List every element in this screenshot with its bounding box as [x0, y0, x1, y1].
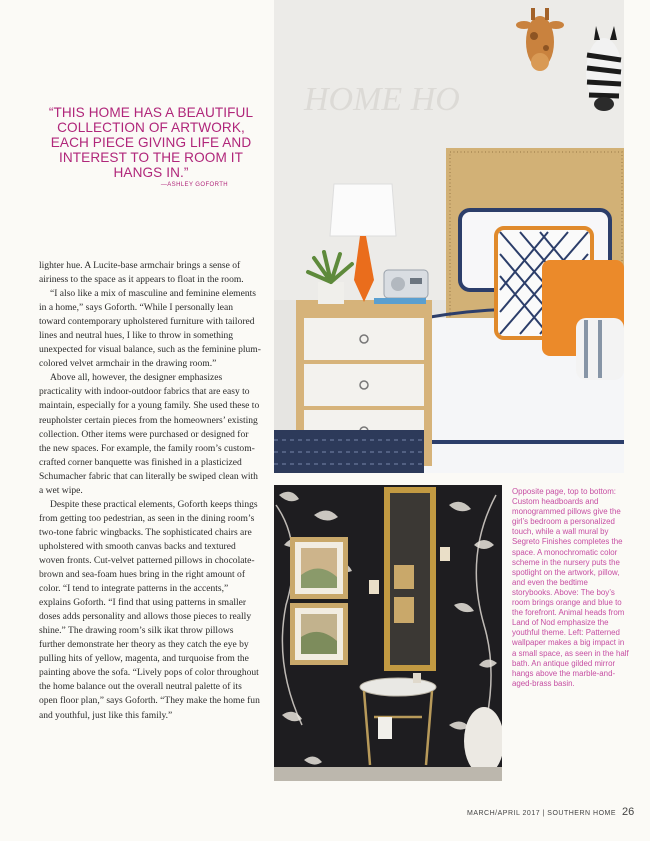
half-bath-illustration — [274, 485, 502, 781]
issue-label: MARCH/APRIL 2017 | SOUTHERN HOME — [467, 810, 617, 817]
gilded-mirror — [384, 487, 436, 671]
pull-quote — [44, 105, 258, 190]
pull-quote-text: “THIS HOME HAS A BEAUTIFUL COLLECTION OF ARTWORK, EACH PIECE GIVING LIFE AND INTEREST TO THE ROOM IT HANGS IN.” — [48, 105, 254, 180]
article-body — [39, 259, 261, 723]
svg-text:HOME HO: HOME HO — [304, 81, 460, 118]
half-bath-photo — [274, 485, 502, 781]
radio — [384, 270, 428, 298]
bedroom-illustration — [274, 0, 624, 473]
article-paragraph: “I also like a mix of masculine and feminine elements in a home,” says Goforth. “While I personally lean toward contemporary upholstered furniture with tailored lines and neutral hues, I like to throw in something unexpected for visual balance, such as the feminine plum-colored velvet armchair in the drawing room.” — [39, 288, 261, 370]
photo-caption: Opposite page, top to bottom: Custom headboards and monogrammed pillows give the girl’s bedroom a personalized touch, while a wall mural by Segreto Finishes completes the space. A monochromatic color scheme in the nursery puts the spotlight on the artwork, pillow, and even the bedtime storybooks. Above: The boy’s room brings orange and blue to the forefront. Animal heads from Land of Nod emphasize the youthful theme. Left: Patterned wallpaper makes a big impact in a small space, as seen in the half bath. An antique gilded mirror hangs above the marble-and-aged-brass basin. — [512, 487, 629, 688]
pull-quote-attribution: —ASHLEY GOFORTH — [160, 182, 228, 188]
bolster-pillow — [576, 318, 624, 380]
page-footer — [467, 806, 634, 818]
article-paragraph: Above all, however, the designer emphasizes practicality with indoor-outdoor fabrics that are easy to maintain, especially for a young family. She used these to reupholster certain pieces from the homeowners’ existing collection. Other items were purchased or designed for the new spaces. For example, the family room’s custom-crafted corner banquette was finished in a plasticized Schumacher fabric that can literally be swiped clean with a wet wipe. — [39, 372, 260, 496]
article-paragraph: Despite these practical elements, Goforth keeps things from getting too pedestrian, as seen in the dining room’s two-tone fabric wingbacks. The sophisticated chairs are upholstered with smooth canvas backs and textured woven fronts. Cut-velvet patterned pillows in chocolate-brown and sea-foam hues bring in the right amount of color. “I tend to integrate patterns in the accents,” explains Goforth. “I find that using patterns in smaller doses adds personality and allows those pieces to really shine.” The drawing room’s silk ikat throw pillows further demonstrate her theory as they catch the eye by pulling hits of yellow, magenta, and turquoise from the painting above the sofa. “Lively pops of color throughout the home balance out the overall neutral palette of its open floor plan,” says Goforth. “They make the home fun and youthful, just like this family.” — [39, 498, 260, 721]
page-number: 26 — [622, 806, 635, 818]
article-paragraph: lighter hue. A Lucite-base armchair brings a sense of airiness to the space as it appears to float in the room. — [39, 260, 244, 286]
bedroom-photo — [274, 0, 624, 473]
